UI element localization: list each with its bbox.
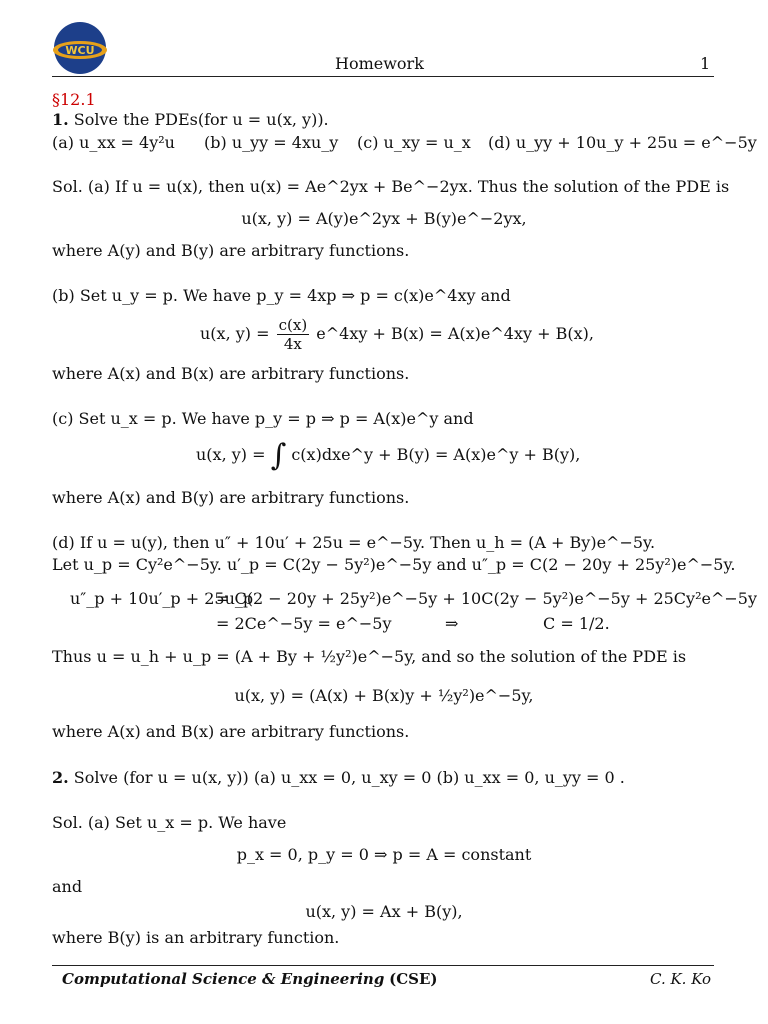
footer-author: C. K. Ko — [650, 970, 712, 988]
sol-b-fraction — [277, 316, 310, 353]
problem-1-number: 1. — [52, 110, 69, 129]
sol-c-eq-lhs: u(x, y) = — [196, 445, 266, 464]
footer-rule — [52, 965, 714, 966]
header-rule — [52, 76, 714, 77]
sol-b-denominator: 4x — [283, 335, 302, 353]
sol-d-equation3: u(x, y) = (A(x) + B(x)y + ½y²)e^−5y, — [234, 686, 534, 705]
sol-d-eq1-rhs: = C(2 − 20y + 25y²)e^−5y + 10C(2y − 5y²)e^−5y + 25Cy²e^−5y — [216, 589, 757, 608]
sol-b-eq-lhs: u(x, y) = — [200, 324, 270, 343]
problem-1-text: Solve the PDEs(for u = u(x, y)). — [73, 110, 329, 129]
sol-d-eq2-arrow: ⇒ — [445, 614, 459, 633]
problem-1-statement — [52, 110, 329, 129]
sol-a-line1: Sol. (a) If u = u(x), then u(x) = Ae^2yx + Be^−2yx. Thus the solution of the PDE is — [52, 177, 730, 196]
sol-c-line1: (c) Set u_x = p. We have p_y = p ⇒ p = A(x)e^y and — [52, 409, 474, 428]
sol-d-line4: where A(x) and B(x) are arbitrary functions. — [52, 722, 410, 741]
sol-b-numerator: c(x) — [278, 316, 308, 334]
header-title: Homework — [335, 54, 424, 73]
problem-2-text: Solve (for u = u(x, y)) (a) u_xx = 0, u_xy = 0 (b) u_xx = 0, u_yy = 0 . — [73, 768, 625, 787]
problem-2-eq1: p_x = 0, p_y = 0 ⇒ p = A = constant — [236, 845, 532, 864]
sol-c-equation — [196, 438, 580, 473]
sol-d-line2: Let u_p = Cy²e^−5y. u′_p = C(2y − 5y²)e^−5y and u″_p = C(2 − 20y + 25y²)e^−5y. — [52, 555, 736, 574]
footer-course-abbrev: (CSE) — [389, 970, 438, 988]
sol-b-eq-rhs: e^4xy + B(x) = A(x)e^4xy + B(x), — [316, 324, 594, 343]
problem-2-and: and — [52, 877, 83, 896]
sol-b-line1: (b) Set u_y = p. We have p_y = 4xp ⇒ p = c(x)e^4xy and — [52, 286, 511, 305]
sol-c-line2: where A(x) and B(y) are arbitrary functions. — [52, 488, 410, 507]
integral-sign: ∫ — [270, 438, 287, 473]
sol-c-eq-rhs: c(x)dxe^y + B(y) = A(x)e^y + B(y), — [291, 445, 581, 464]
university-logo — [52, 20, 108, 76]
problem-2-sol-line1: Sol. (a) Set u_x = p. We have — [52, 813, 287, 832]
sol-a-equation: u(x, y) = A(y)e^2yx + B(y)e^−2yx, — [241, 209, 527, 228]
sol-b-line2: where A(x) and B(x) are arbitrary functions. — [52, 364, 410, 383]
problem-2-eq2: u(x, y) = Ax + B(y), — [305, 902, 463, 921]
sol-d-line1: (d) If u = u(y), then u″ + 10u′ + 25u = e^−5y. Then u_h = (A + By)e^−5y. — [52, 533, 656, 552]
problem-2-number: 2. — [52, 768, 69, 787]
footer-course-name: Computational Science & Engineering — [62, 970, 385, 988]
sol-b-equation — [200, 316, 594, 353]
sol-a-line2: where A(y) and B(y) are arbitrary functions. — [52, 241, 410, 260]
section-heading: §12.1 — [52, 90, 96, 109]
part-a: (a) u_xx = 4y²u — [52, 133, 175, 152]
sol-d-eq2-result: C = 1/2. — [543, 614, 610, 633]
problem-2-statement — [52, 768, 625, 787]
sol-d-eq2-mid: = 2Ce^−5y = e^−5y — [216, 614, 392, 633]
svg-text:WCU: WCU — [65, 44, 95, 57]
part-c: (c) u_xy = u_x — [357, 133, 471, 152]
footer-course — [62, 970, 438, 988]
part-d: (d) u_yy + 10u_y + 25u = e^−5y — [488, 133, 757, 152]
page-number: 1 — [700, 54, 711, 73]
problem-2-line2: where B(y) is an arbitrary function. — [52, 928, 340, 947]
sol-d-line3: Thus u = u_h + u_p = (A + By + ½y²)e^−5y, and so the solution of the PDE is — [52, 647, 687, 666]
sol-d-eq1-lhs: u″_p + 10u′_p + 25u_p — [70, 589, 254, 608]
part-b: (b) u_yy = 4xu_y — [204, 133, 339, 152]
